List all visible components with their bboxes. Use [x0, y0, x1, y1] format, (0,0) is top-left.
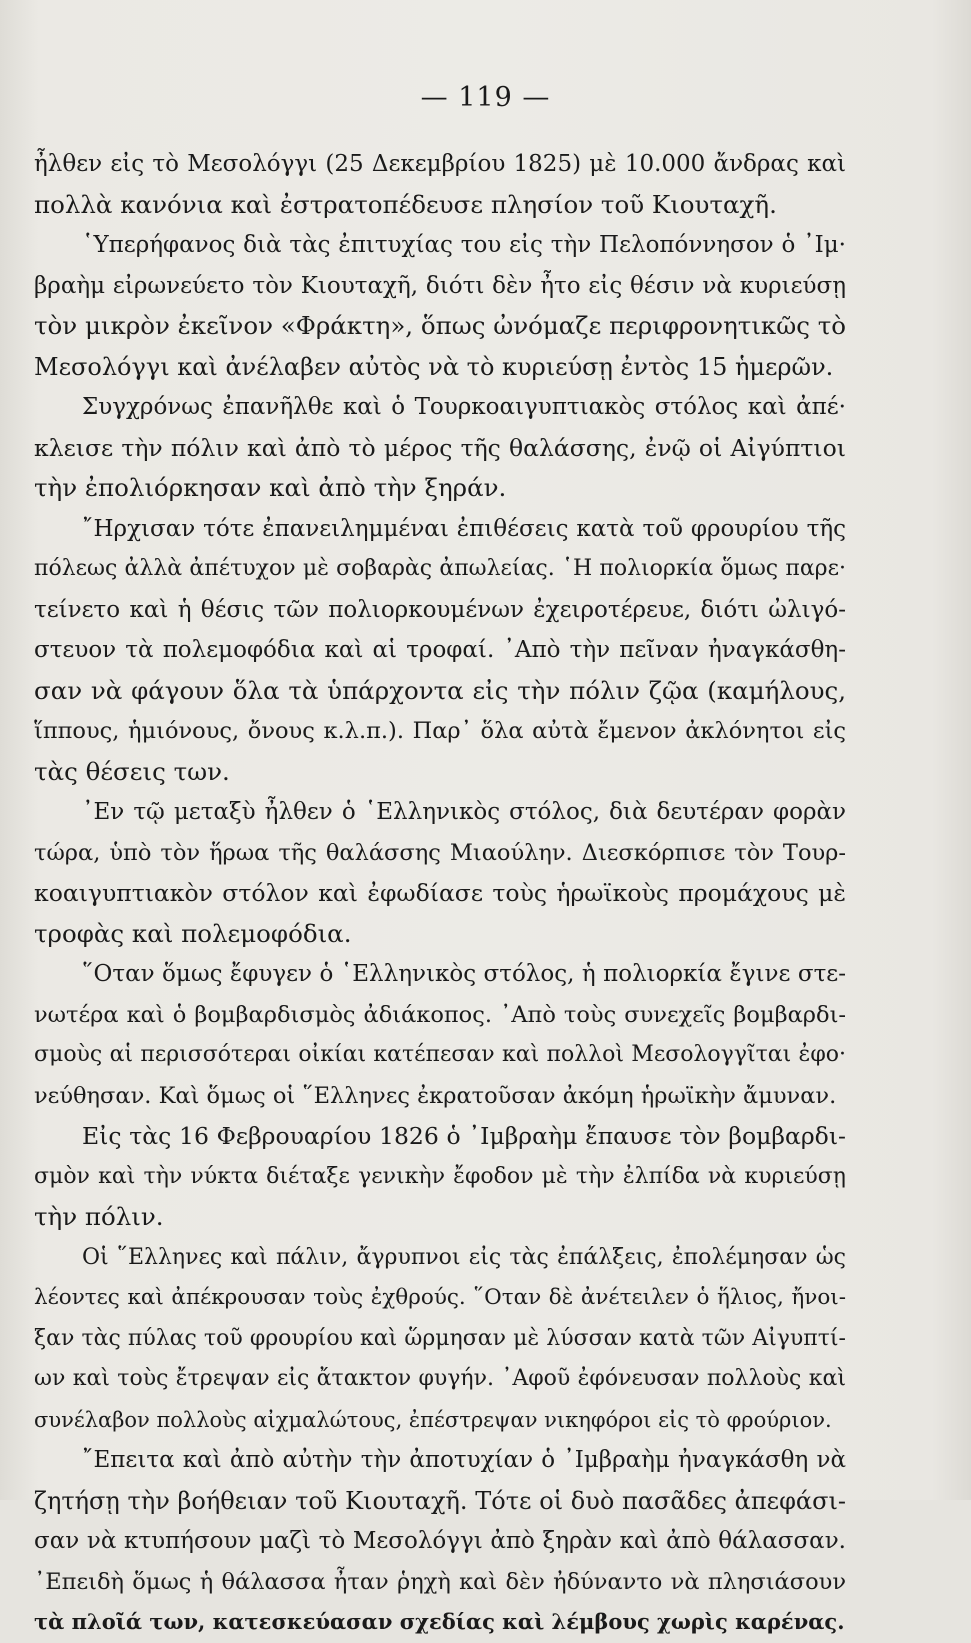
text-line: ξαν τὰς πύλας τοῦ φρουρίου καὶ ὥρμησαν μὲ λύσσαν κατὰ τῶν Αἰγυπτί-: [34, 1325, 846, 1351]
text-line: ἦλθεν εἰς τὸ Μεσολόγγι (25 Δεκεμβρίου 1825) μὲ 10.000 ἄνδρας καὶ: [34, 151, 846, 177]
text-line: τὴν πόλιν.: [34, 1202, 164, 1231]
text-line: τὰς θέσεις των.: [34, 756, 230, 786]
text-line: κοαιγυπτιακὸν στόλον καὶ ἐφωδίασε τοὺς ἡρωϊκοὺς προμάχους μὲ: [34, 879, 846, 907]
text-line: Συγχρόνως ἐπανῆλθε καὶ ὁ Τουρκοαιγυπτιακὸς στόλος καὶ ἀπέ·: [82, 394, 846, 420]
text-line: νωτέρα καὶ ὁ βομβαρδισμὸς ἀδιάκοπος. ᾽Απὸ τοὺς συνεχεῖς βομβαρδι-: [34, 1001, 846, 1028]
text-line: ῎Επειτα καὶ ἀπὸ αὐτὴν τὴν ἀποτυχίαν ὁ ᾽Ιμβραὴμ ἠναγκάσθη νὰ: [82, 1447, 846, 1473]
text-line: ων καὶ τοὺς ἔτρεψαν εἰς ἄτακτον φυγήν. ᾽Αφοῦ ἐφόνευσαν πολλοὺς καὶ: [34, 1366, 846, 1391]
text-line: ῞Οταν ὅμως ἔφυγεν ὁ ῾Ελληνικὸς στόλος, ἡ πολιορκία ἔγινε στε-: [82, 961, 846, 987]
text-line: ᾽Εν τῷ μεταξὺ ἦλθεν ὁ ῾Ελληνικὸς στόλος, διὰ δευτέραν φορὰν: [82, 799, 846, 825]
text-line: τείνετο καὶ ἡ θέσις τῶν πολιορκουμένων ἐχειροτέρευε, διότι ὠλιγό-: [34, 596, 846, 623]
text-line: σαν νὰ φάγουν ὅλα τὰ ὑπάρχοντα εἰς τὴν πόλιν ζῷα (καμήλους,: [34, 675, 846, 705]
text-line: κλεισε τὴν πόλιν καὶ ἀπὸ τὸ μέρος τῆς θαλάσσης, ἐνῷ οἱ Αἰγύπτιοι: [34, 433, 846, 462]
text-line: πολλὰ κανόνια καὶ ἐστρατοπέδευσε πλησίον τοῦ Κιουταχῆ.: [34, 189, 777, 219]
text-line: Μεσολόγγι καὶ ἀνέλαβεν αὐτὸς νὰ τὸ κυριεύσῃ ἐντὸς 15 ἡμερῶν.: [34, 352, 834, 381]
text-line: στευον τὰ πολεμοφόδια καὶ αἱ τροφαί. ᾽Απὸ τὴν πεῖναν ἠναγκάσθη-: [34, 637, 846, 663]
text-line: σμοὺς αἱ περισσότεραι οἰκίαι κατέπεσαν καὶ πολλοὶ Μεσολογγῖται ἐφο·: [34, 1042, 846, 1067]
text-line: ᾽Επειδὴ ὅμως ἡ θάλασσα ἦταν ῥηχὴ καὶ δὲν ἠδύναντο νὰ πλησιάσουν: [34, 1568, 846, 1595]
text-line: ἵππους, ἡμιόνους, ὄνους κ.λ.π.). Παρ᾽ ὅλα αὐτὰ ἔμενον ἀκλόνητοι εἰς: [34, 718, 846, 744]
text-line: Εἰς τὰς 16 Φεβρουαρίου 1826 ὁ ᾽Ιμβραὴμ ἔπαυσε τὸν βομβαρδι-: [82, 1122, 846, 1150]
body-text: [34, 144, 846, 1643]
text-line: βραὴμ εἰρωνεύετο τὸν Κιουταχῆ, διότι δὲν ἦτο εἰς θέσιν νὰ κυριεύσῃ: [34, 272, 846, 299]
text-line: Οἱ ῞Ελληνες καὶ πάλιν, ἄγρυπνοι εἰς τὰς ἐπάλξεις, ἐπολέμησαν ὡς: [82, 1244, 846, 1270]
text-line: ῾Υπερήφανος διὰ τὰς ἐπιτυχίας του εἰς τὴν Πελοπόννησον ὁ ᾽Ιμ·: [82, 232, 846, 258]
text-line: νεύθησαν. Καὶ ὅμως οἱ ῞Ελληνες ἐκρατοῦσαν ἀκόμη ἡρωϊκὴν ἄμυναν.: [34, 1082, 837, 1109]
text-line: τὴν ἐπολιόρκησαν καὶ ἀπὸ τὴν ξηράν.: [34, 473, 507, 502]
text-line: σμὸν καὶ τὴν νύκτα διέταξε γενικὴν ἔφοδον μὲ τὴν ἐλπίδα νὰ κυριεύσῃ: [34, 1163, 846, 1189]
text-line: ζητήσῃ τὴν βοήθειαν τοῦ Κιουταχῆ. Τότε οἱ δυὸ πασᾶδες ἀπεφάσι-: [34, 1486, 846, 1515]
text-line: τὸν μικρὸν ἐκεῖνον «Φράκτη», ὅπως ὠνόμαζε περιφρονητικῶς τὸ: [34, 311, 847, 340]
text-line: τροφὰς καὶ πολεμοφόδια.: [34, 918, 352, 948]
text-line: συνέλαβον πολλοὺς αἰχμαλώτους, ἐπέστρεψαν νικηφόροι εἰς τὸ φρούριον.: [34, 1407, 832, 1432]
text-line: ῎Ηρχισαν τότε ἐπανειλημμέναι ἐπιθέσεις κατὰ τοῦ φρουρίου τῆς: [82, 515, 846, 542]
text-line: τὰ πλοῖά των, κατεσκεύασαν σχεδίας καὶ λέμβους χωρὶς καρένας.: [34, 1609, 845, 1634]
text-line: σαν νὰ κτυπήσουν μαζὶ τὸ Μεσολόγγι ἀπὸ ξηρὰν καὶ ἀπὸ θάλασσαν.: [34, 1528, 846, 1554]
text-line: πόλεως ἀλλὰ ἀπέτυχον μὲ σοβαρὰς ἀπωλείας. ῾Η πολιορκία ὅμως παρε·: [34, 556, 846, 581]
text-line: τώρα, ὑπὸ τὸν ἥρωα τῆς θαλάσσης Μιαούλην. Διεσκόρπισε τὸν Τουρ-: [34, 839, 846, 866]
page-number: — 119 —: [420, 82, 551, 113]
text-line: λέοντες καὶ ἀπέκρουσαν τοὺς ἐχθρούς. ῞Οταν δὲ ἀνέτειλεν ὁ ἥλιος, ἤνοι-: [34, 1285, 846, 1310]
